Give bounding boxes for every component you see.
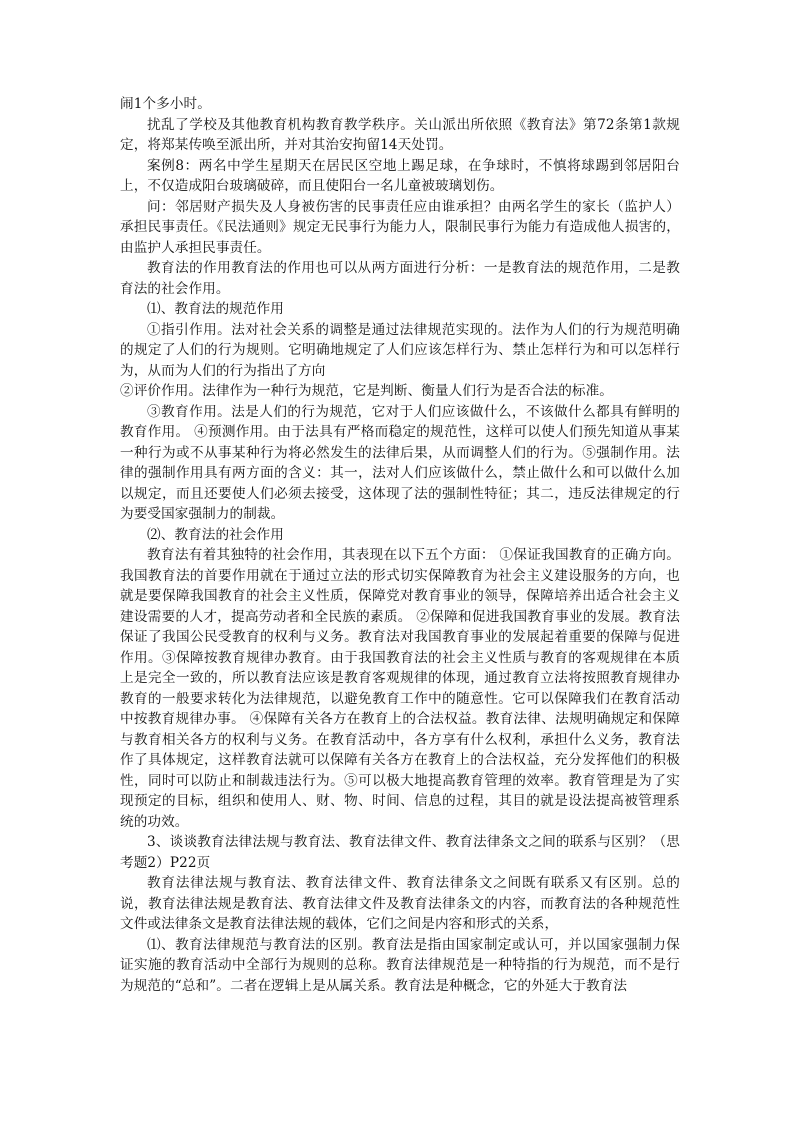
paragraph-evaluation: ②评价作用。法律作为一种行为规范，它是判断、衡量人们行为是否合法的标准。 bbox=[120, 383, 613, 399]
heading-social-role: ⑵、教育法的社会作用 bbox=[147, 526, 284, 543]
paragraph-distinction-1: ⑴、教育法律规范与教育法的区别。教育法是指由国家制定或认可，并以国家强制力保证实施的教育活动中全部行为规则的总称。教育法律规范是一种特指的行为规范，而不是行为规范的“总和”。二者在逻辑上是从属关系。教育法是种概念，它的外延大于教育法 bbox=[120, 936, 680, 994]
paragraph-1: 闹1个多小时。 bbox=[120, 96, 211, 112]
paragraph-guidance: ①指引作用。法对社会关系的调整是通过法律规范实现的。法作为人们的行为规范明确的规定了人们的行为规则。它明确地规定了人们应该怎样行为、禁止怎样行为和可以怎样行为，从而为人们的行为指出了方向 bbox=[120, 321, 680, 379]
paragraph-education-prediction-coercion: ③教育作用。法是人们的行为规范，它对于人们应该做什么，不该做什么都具有鲜明的教育作用。 ④预测作用。由于法具有严格而稳定的规范性，这样可以使人们预先知道从事某一种行为或不从事某种行为将必然发生的法律后果，从而调整人们的行为。⑤强制作用。法律的强制作用具有两方面的含义：其一，法对人们应该做什么，禁止做什么和可以做什么加以规定，而且还要使人们必须去接受，这体现了法的强制性特征；其二，违反法律规定的行为要受国家强制力的制裁。 bbox=[120, 403, 680, 522]
paragraph-question-3: 3、谈谈教育法律法规与教育法、教育法律文件、教育法律条文之间的联系与区别？（思考题2）P22页 bbox=[120, 834, 680, 871]
paragraph-social-role: 教育法有着其独特的社会作用，其表现在以下五个方面： ①保证我国教育的正确方向。我国教育法的首要作用就在于通过立法的形式切实保障教育为社会主义建设服务的方向，也就是要保障我国教育的社会主义性质，保障党对教育事业的领导，保障培养出适合社会主义建设需要的人才，提高劳动者和全民族的素质。 ②保障和促进我国教育事业的发展。教育法保证了我国公民受教育的权利与义务。教育法对我国教育事业的发展起着重要的保障与促进作用。③保障按教育规律办教育。由于我国教育法的社会主义性质与教育的客观规律在本质上是完全一致的，所以教育法应该是教育客观规律的体现，通过教育立法将按照教育规律办教育的一般要求转化为法律规范，以避免教育工作中的随意性。它可以保障我们在教育活动中按教育规律办事。 ④保障有关各方在教育上的合法权益。教育法律、法规明确规定和保障与教育相关各方的权利与义务。在教育活动中，各方享有什么权利，承担什么义务，教育法作了具体规定，这样教育法就可以保障有关各方在教育上的合法权益，充分发挥他们的积极性，同时可以防止和制裁违法行为。⑤可以极大地提高教育管理的效率。教育管理是为了实现预定的目标，组织和使用人、财、物、时间、信息的过程，其目的就是设法提高被管理系统的功效。 bbox=[120, 547, 680, 830]
paragraph-case-8: 案例8：两名中学生星期天在居民区空地上踢足球，在争球时，不慎将球踢到邻居阳台上，不仅造成阳台玻璃破碎，而且使阳台一名儿童被玻璃划伤。 bbox=[120, 157, 680, 194]
paragraph-question: 问：邻居财产损失及人身被伤害的民事责任应由谁承担？由两名学生的家长（监护人）承担民事责任。《民法通则》规定无民事行为能力人，限制民事行为能力有造成他人损害的，由监护人承担民事责任。 bbox=[120, 198, 680, 256]
paragraph-2: 扰乱了学校及其他教育机构教育教学秩序。关山派出所依照《教育法》第72条第1款规定，将郑某传唤至派出所，并对其治安拘留14天处罚。 bbox=[120, 116, 680, 153]
document-page bbox=[120, 94, 680, 996]
paragraph-role-intro: 教育法的作用教育法的作用也可以从两方面进行分析：一是教育法的规范作用，二是教育法的社会作用。 bbox=[120, 260, 680, 297]
paragraph-relation: 教育法律法规与教育法、教育法律文件、教育法律条文之间既有联系又有区别。总的说，教育法律法规是教育法、教育法律文件及教育法律条文的内容，而教育法的各种规范性文件或法律条文是教育法律法规的载体，它们之间是内容和形式的关系， bbox=[120, 875, 680, 932]
heading-normative-role: ⑴、教育法的规范作用 bbox=[147, 301, 284, 317]
